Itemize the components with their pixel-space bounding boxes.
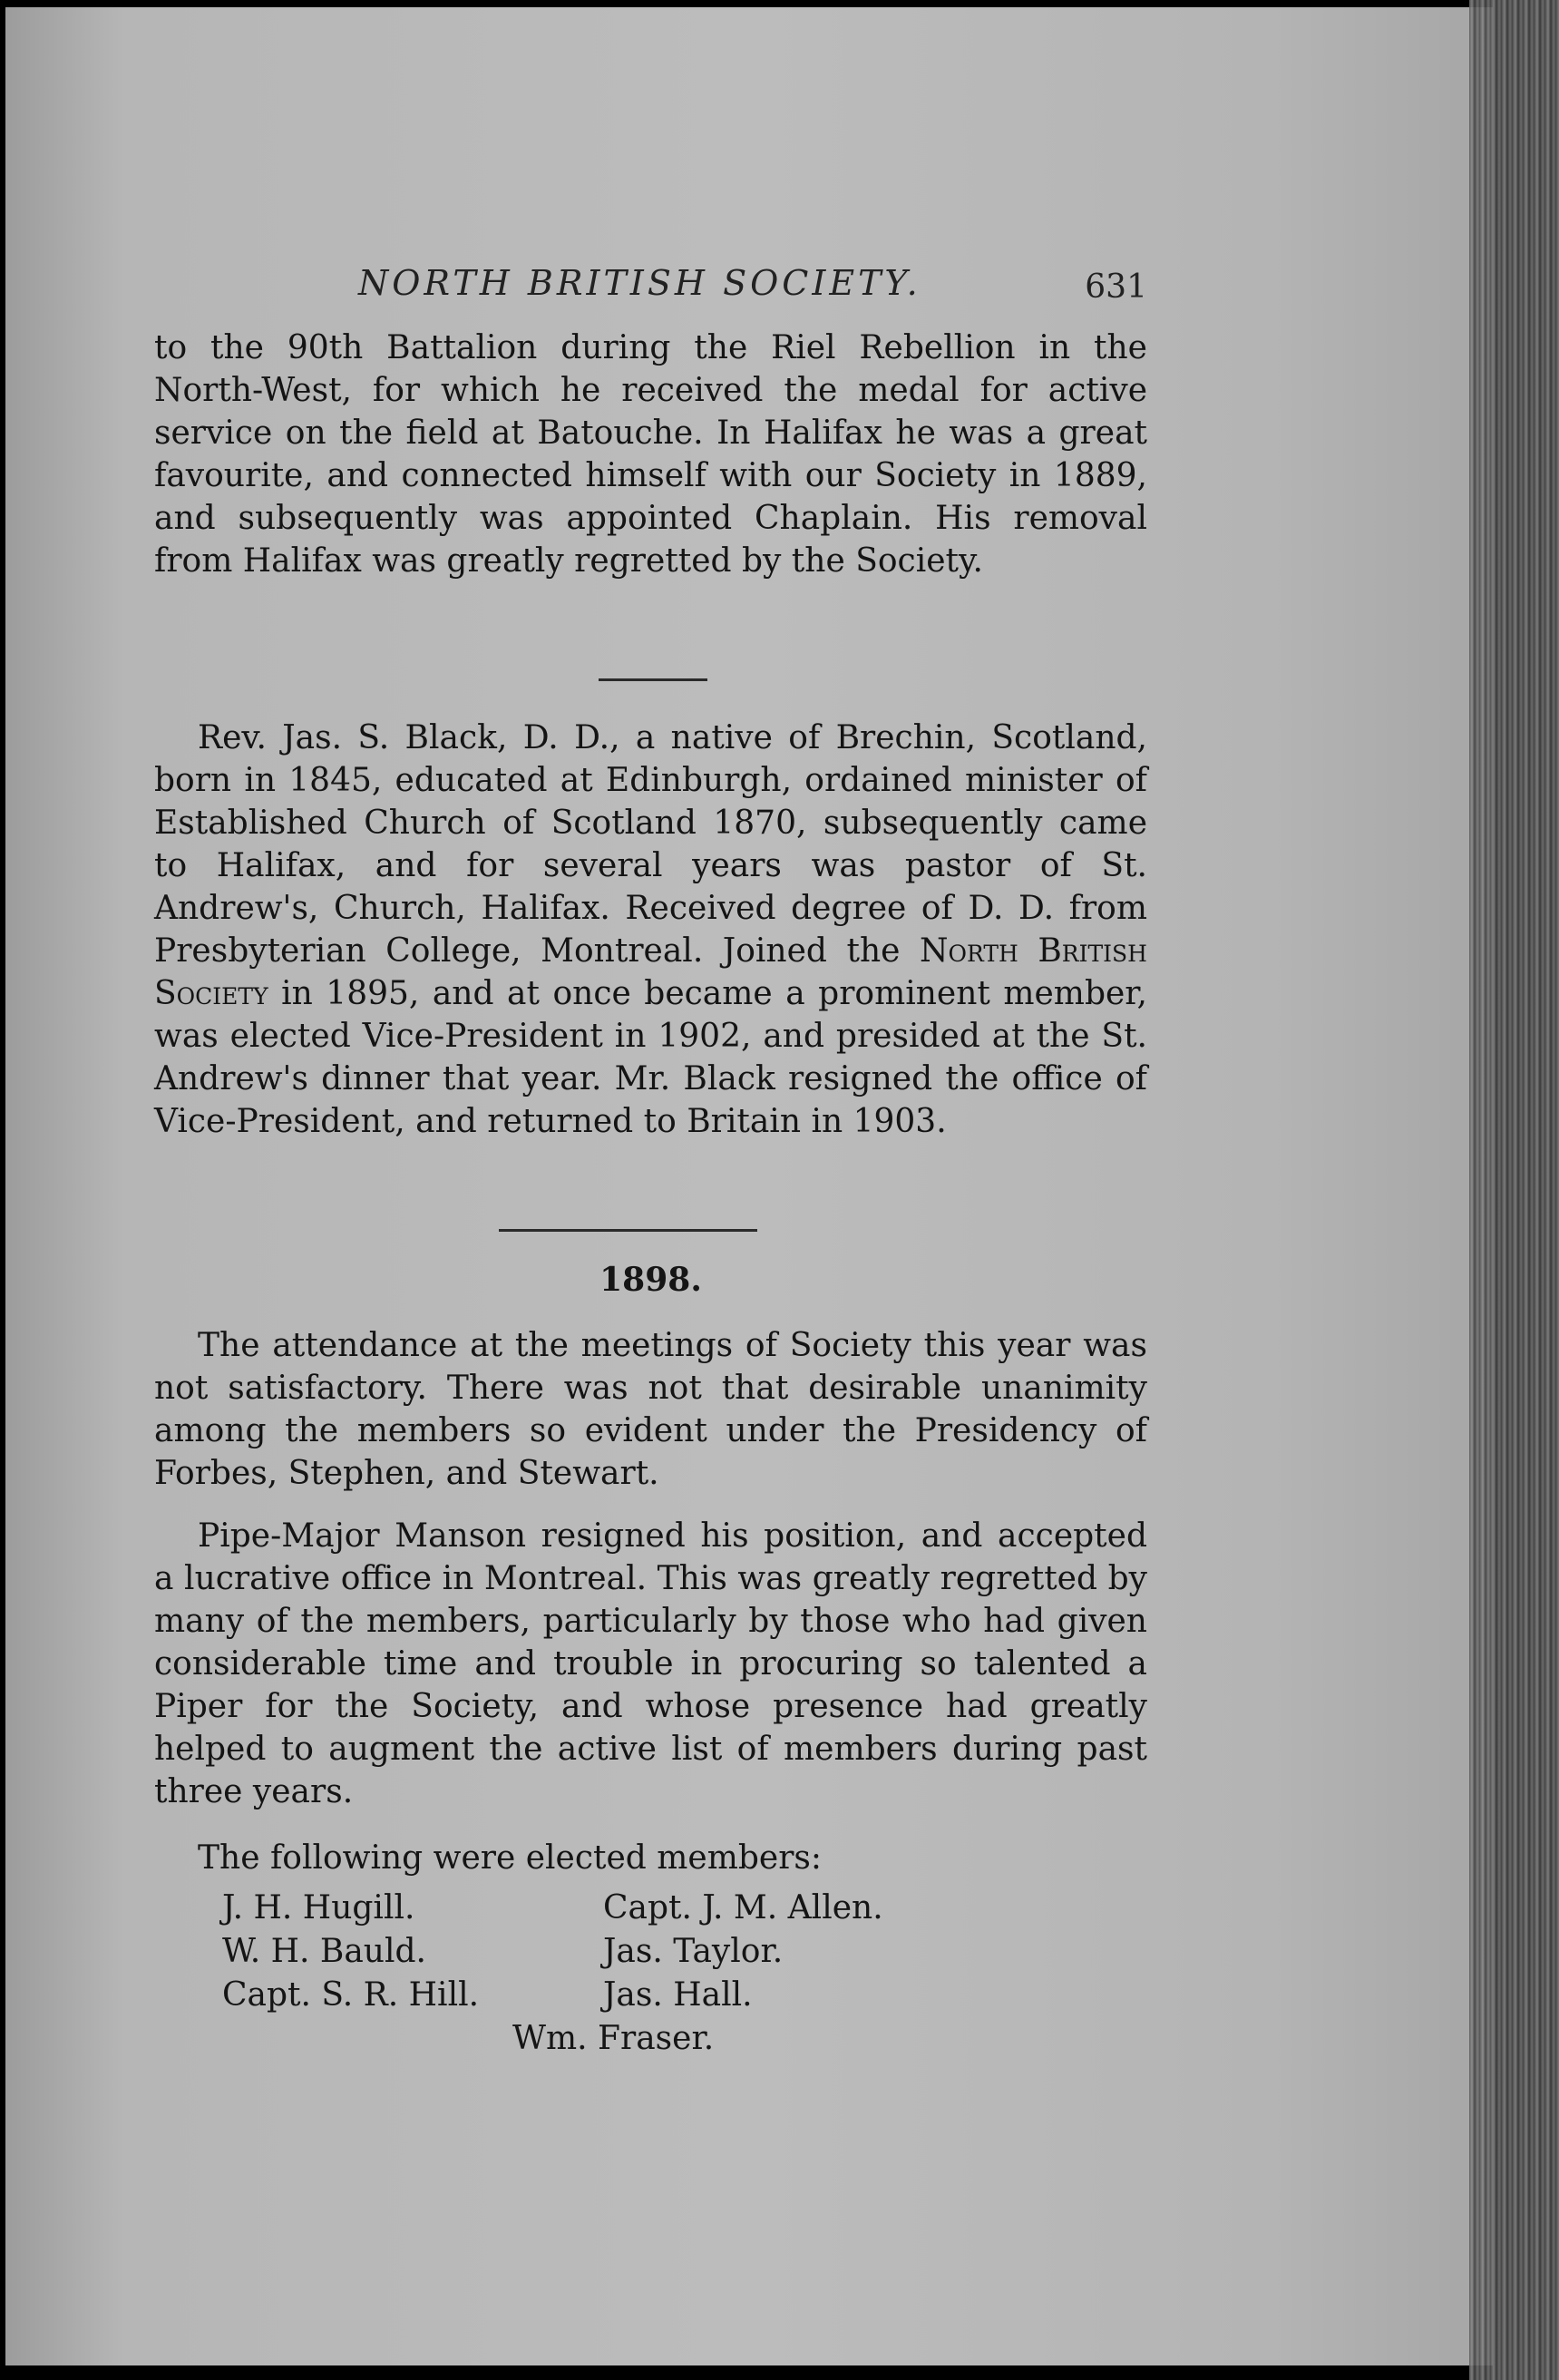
section-divider [599, 678, 707, 681]
paragraph-text: to the 90th Battalion during the Riel Rebellion in the North-West, for which he received the medal for active service on the field at Batouche. In Halifax he was a great favourite, and connected himself with our Society in 1889, and subsequently was appointed Chaplain. His removal from Halifax was greatly regretted by the Society. [154, 329, 1147, 580]
paragraph-pipe-major [154, 1515, 1147, 1813]
running-head [154, 263, 1147, 317]
member-name: Capt. J. M. Allen. [603, 1889, 883, 1926]
member-name: Capt. S. R. Hill. [222, 1976, 480, 2014]
paragraph-text-part-a: Rev. Jas. S. Black, D. D., a native of Brechin, Scotland, born in 1845, educated at Edinburgh, ordained minister of Established Church of Scotland 1870, subsequently came to Halifax, and for several years was pastor of St. Andrew's, Church, Halifax. Received degree of D. D. from Presbyterian College, Montreal. Joined the [154, 719, 1147, 970]
paragraph-text: Pipe-Major Manson resigned his position, and accepted a lucrative office in Montreal. This was greatly regretted by many of the members, particularly by those who had given considerable time and trouble in procuring so talented a Piper for the Society, and whose presence had greatly helped to augment the active list of members during past three years. [154, 1517, 1147, 1810]
paragraph-text-part-b: in 1895, and at once became a prominent member, was elected Vice-President in 1902, and presided at the St. Andrew's dinner that year. Mr. Black resigned the office of Vice-President, and returned to Britain in 1903. [154, 975, 1147, 1140]
paragraph-attendance [154, 1324, 1147, 1495]
member-name: J. H. Hugill. [222, 1889, 415, 1926]
section-divider [499, 1229, 757, 1232]
members-right-column [603, 1887, 883, 2017]
member-name: Jas. Taylor. [603, 1933, 784, 1970]
member-name: Jas. Hall. [603, 1976, 753, 2014]
paragraph-text: The following were elected members: [198, 1839, 823, 1877]
member-name: Wm. Fraser. [512, 2020, 715, 2057]
society-name-small-caps: North British Society [154, 932, 1147, 1012]
paragraph-continuation [154, 327, 1147, 582]
paragraph-black-biography [154, 717, 1147, 1143]
members-left-column [222, 1887, 479, 2017]
book-spine-edge [1469, 0, 1559, 2380]
paragraph-text [154, 717, 1147, 1143]
running-title: NORTH BRITISH SOCIETY. [358, 263, 921, 303]
year-heading: 1898. [599, 1261, 702, 1299]
page-number: 631 [1085, 268, 1147, 306]
paragraph-members-intro [154, 1837, 1147, 1879]
member-name: W. H. Bauld. [222, 1933, 426, 1970]
paragraph-text: The attendance at the meetings of Society this year was not satisfactory. There was not that desirable unanimity among the members so evident under the Presidency of Forbes, Stephen, and Stewart. [154, 1327, 1147, 1492]
elected-members-list [222, 1887, 1038, 2068]
